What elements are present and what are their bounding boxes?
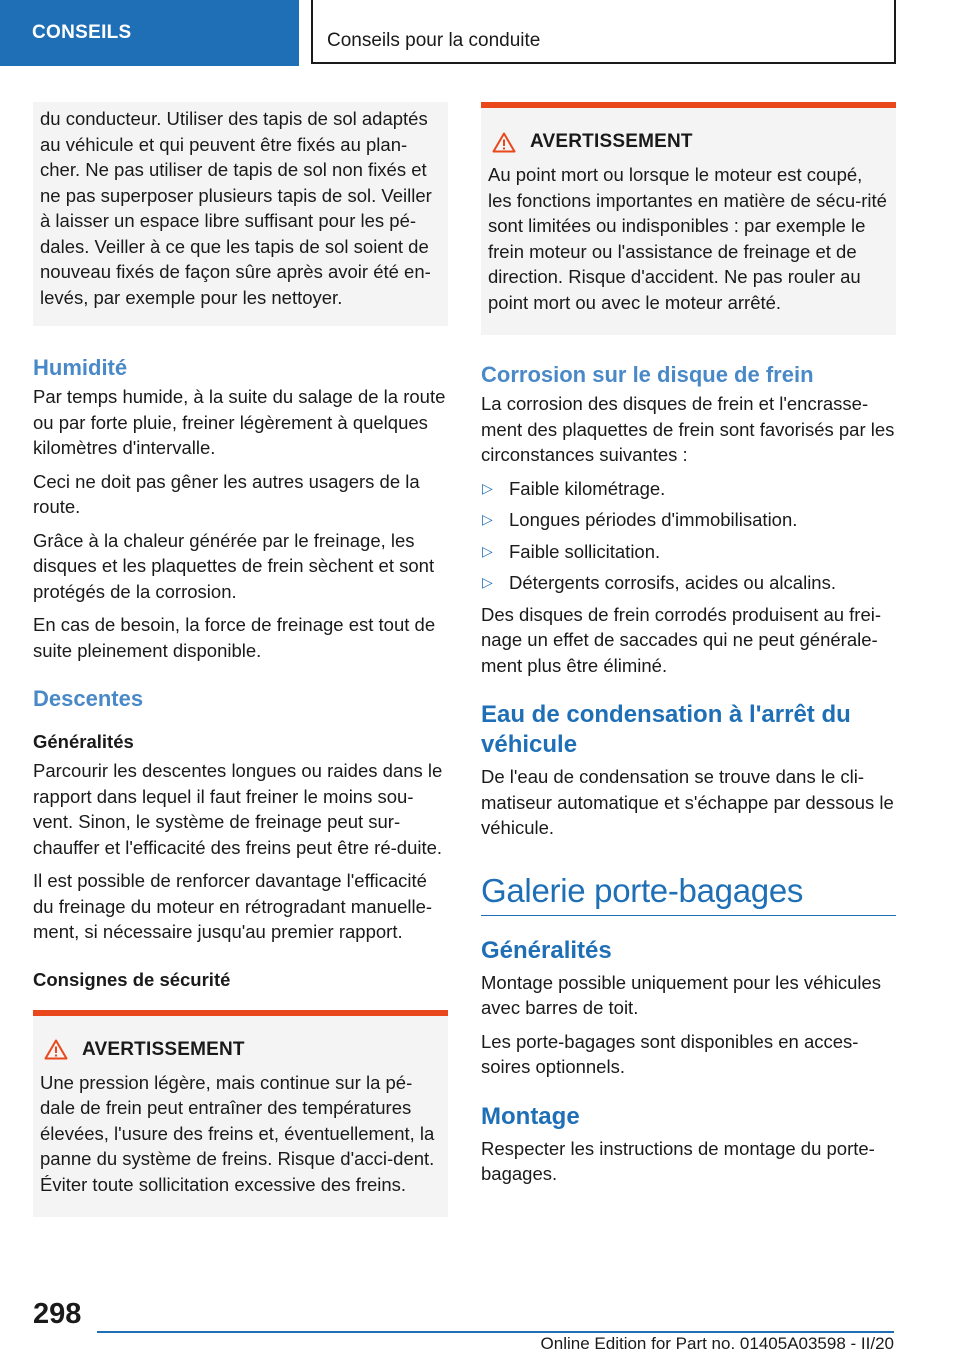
list-item: ▷ Détergents corrosifs, acides ou alcalins. <box>481 570 896 596</box>
heading-montage: Montage <box>481 1102 580 1130</box>
warning-triangle-icon <box>44 1039 68 1060</box>
list-item: ▷ Faible kilométrage. <box>481 476 896 502</box>
heading-condensation: Eau de condensation à l'arrêt du véhicule <box>481 701 851 758</box>
chapter-title: Conseils pour la conduite <box>311 0 896 64</box>
page-number: 298 <box>33 1298 82 1330</box>
warning-text: Au point mort ou lorsque le moteur est coupé, les fonctions importantes en matière de sécu-rité sont limitées ou indisponibles : par exemple le frein moteur ou l'assistance de freinage et de direction. Risque d'accident. Ne pas rouler au point mort ou avec le moteur arrêté. <box>488 164 887 313</box>
list-item: ▷ Faible sollicitation. <box>481 539 896 565</box>
section-tab: CONSEILS <box>0 0 299 66</box>
corrosion-list <box>481 476 896 596</box>
heading-generalites-galerie: Généralités <box>481 936 612 964</box>
heading-consignes: Consignes de sécurité <box>33 968 231 990</box>
warning-box-neutral <box>481 102 896 335</box>
humidite-paragraph-2: Ceci ne doit pas gêner les autres usagers de la route. <box>33 470 420 517</box>
warning-title: AVERTISSEMENT <box>82 1038 245 1060</box>
humidite-paragraph-3: Grâce à la chaleur générée par le freinage, les disques et les plaquettes de frein sèchent et sont protégés de la corrosion. <box>33 529 435 602</box>
humidite-paragraph-1: Par temps humide, à la suite du salage de la route ou par forte pluie, freiner légèrement à quelques kilomètres d'intervalle. <box>33 386 446 458</box>
heading-galerie: Galerie porte-bagages <box>481 871 896 916</box>
triangle-right-icon: ▷ <box>482 542 493 559</box>
generalites-paragraph-2: Les porte-bagages sont disponibles en acces-soires optionnels. <box>481 1030 859 1077</box>
triangle-right-icon: ▷ <box>482 574 493 590</box>
montage-paragraph: Respecter les instructions de montage du porte-bagages. <box>481 1137 875 1184</box>
list-item: ▷ Longues périodes d'immobilisation. <box>481 507 896 533</box>
corrosion-paragraph-1: La corrosion des disques de frein et l'encrasse-ment des plaquettes de frein sont favorisés par les circonstances suivantes : <box>481 393 895 465</box>
heading-descentes: Descentes <box>33 686 144 711</box>
edition-info: Online Edition for Part no. 01405A03598 - II/20 <box>540 1334 894 1353</box>
triangle-right-icon: ▷ <box>482 511 493 527</box>
heading-corrosion: Corrosion sur le disque de frein <box>481 362 814 387</box>
heading-humidite: Humidité <box>33 355 128 380</box>
right-column <box>481 102 896 1195</box>
left-column <box>33 102 448 1217</box>
page-header <box>0 0 960 66</box>
triangle-right-icon: ▷ <box>482 479 493 496</box>
warning-box-brakes <box>33 1010 448 1218</box>
footer-divider <box>97 1331 894 1333</box>
warning-title: AVERTISSEMENT <box>530 131 693 152</box>
floor-mat-text: du conducteur. Utiliser des tapis de sol adaptés au véhicule et qui peuvent être fixés au plan-cher. Ne pas utiliser de tapis de sol non fixés et ne pas superposer plusieurs tapis de sol. Veiller à laisser un espace libre suffisant pour les pé-dales. Veiller à ce que les tapis de sol soient de nouveau fixés de façon sûre après avoir été en-levés, par exemple pour les nettoyer. <box>40 108 432 308</box>
heading-generalites-descentes: Généralités <box>33 731 134 752</box>
warning-text: Une pression légère, mais continue sur la pé-dale de frein peut entraîner des températures élevées, l'usure des freins et, éventuellement, la panne du système de freins. Risque d'acci-dent. Éviter toute sollicitation excessive des freins. <box>40 1071 435 1195</box>
condensation-paragraph: De l'eau de condensation se trouve dans le cli-matiseur automatique et s'échappe par dessous le véhicule. <box>481 766 894 838</box>
floor-mat-note-box <box>33 102 448 326</box>
generalites-paragraph-1: Montage possible uniquement pour les véhicules avec barres de toit. <box>481 971 882 1018</box>
descentes-paragraph-1: Parcourir les descentes longues ou raides dans le rapport dans lequel il faut freiner le moins sou-vent. Sinon, le système de freinage peut sur-chauffer et l'efficacité des freins peut être ré-duite. <box>33 760 443 858</box>
descentes-paragraph-2: Il est possible de renforcer davantage l'efficacité du freinage du moteur en rétrogradant manuelle-ment, si nécessaire jusqu'au premier rapport. <box>33 870 433 942</box>
warning-triangle-icon <box>492 132 516 153</box>
corrosion-paragraph-2: Des disques de frein corrodés produisent au frei-nage un effet de saccades qui ne peut générale-ment plus être éliminé. <box>481 603 882 676</box>
humidite-paragraph-4: En cas de besoin, la force de freinage est tout de suite pleinement disponible. <box>33 614 436 661</box>
